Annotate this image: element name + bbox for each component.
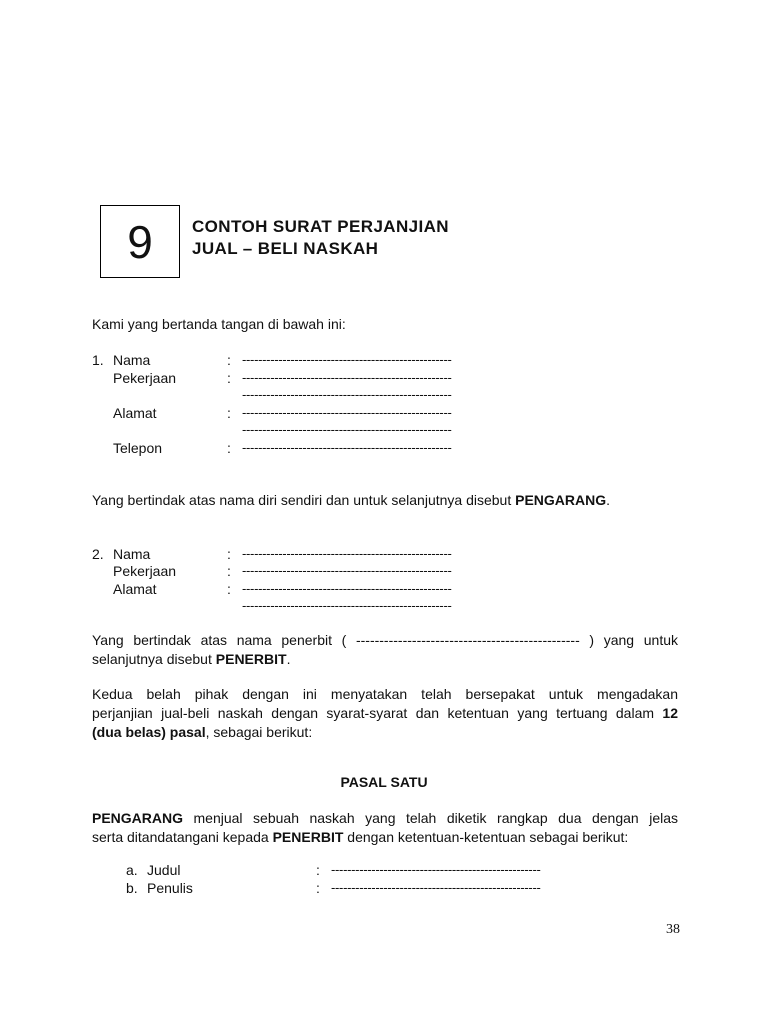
party2-job-line: ---------------------------------------------------- <box>242 563 452 578</box>
agreement-line-2: perjanjian jual-beli naskah dengan syarat-syarat dan ketentuan yang tertuang dalam <box>92 705 663 721</box>
chapter-title-line-1: CONTOH SURAT PERJANJIAN <box>192 217 449 236</box>
party1-role: PENGARANG <box>515 492 607 508</box>
agreement-paragraph <box>92 685 678 742</box>
party2-statement-end: . <box>286 651 291 667</box>
party1-job-colon: : <box>227 370 231 386</box>
party2-name-colon: : <box>227 546 231 562</box>
party1-job-line: ---------------------------------------------------- <box>242 370 452 385</box>
party1-phone-label: Telepon <box>113 440 163 456</box>
item-b-line: ---------------------------------------------------- <box>331 880 541 895</box>
party1-phone-colon: : <box>227 440 231 456</box>
party2-statement-line-1: Yang bertindak atas nama penerbit ( ------------------------------------------------ ) yang untuk <box>92 632 678 648</box>
party2-statement <box>92 631 678 669</box>
party1-address-line: ---------------------------------------------------- <box>242 405 452 420</box>
party2-address-colon: : <box>227 581 231 597</box>
item-b-colon: : <box>316 880 320 896</box>
party1-address-label: Alamat <box>113 405 157 421</box>
party1-address-line-2: ---------------------------------------------------- <box>242 422 452 437</box>
party1-index: 1. <box>92 352 104 368</box>
pasal1-publisher-role: PENERBIT <box>272 829 344 845</box>
chapter-title-line-2: JUAL – BELI NASKAH <box>192 239 379 258</box>
page-number: 38 <box>666 922 680 937</box>
party2-index: 2. <box>92 546 104 562</box>
party1-job-label: Pekerjaan <box>113 370 177 386</box>
party2-address-label: Alamat <box>113 581 157 597</box>
party2-address-line-2: ---------------------------------------------------- <box>242 598 452 613</box>
agreement-line-3: , sebagai berikut: <box>205 724 313 740</box>
item-b-index: b. <box>126 880 138 896</box>
pasal1-author-role: PENGARANG <box>92 810 184 826</box>
pasal-heading: PASAL SATU <box>340 774 428 790</box>
party2-statement-line-2: selanjutnya disebut <box>92 651 216 667</box>
party1-statement <box>92 491 678 510</box>
item-a-line: ---------------------------------------------------- <box>331 862 541 877</box>
pasal1-line-2-end: dengan ketentuan-ketentuan sebagai berikut: <box>343 829 629 845</box>
item-a-label: Judul <box>147 862 181 878</box>
party2-name-label: Nama <box>113 546 151 562</box>
party1-statement-end: . <box>606 492 611 508</box>
chapter-number-box <box>100 205 180 278</box>
party2-address-line: ---------------------------------------------------- <box>242 581 452 596</box>
party1-name-colon: : <box>227 352 231 368</box>
party2-name-line: ---------------------------------------------------- <box>242 546 452 561</box>
pasal1-line-1: menjual sebuah naskah yang telah diketik rangkap dua dengan jelas <box>183 810 678 826</box>
item-a-colon: : <box>316 862 320 878</box>
party1-phone-line: ---------------------------------------------------- <box>242 440 452 455</box>
party1-address-colon: : <box>227 405 231 421</box>
pasal1-line-2: serta ditandatangani kepada <box>92 829 273 845</box>
party1-job-line-2: ---------------------------------------------------- <box>242 387 452 402</box>
chapter-number: 9 <box>127 215 153 268</box>
chapter-title <box>192 216 449 260</box>
party2-role: PENERBIT <box>215 651 287 667</box>
agreement-pasal-count: 12 <box>662 705 678 721</box>
intro-text: Kami yang bertanda tangan di bawah ini: <box>92 316 346 332</box>
party2-job-colon: : <box>227 563 231 579</box>
agreement-line-1: Kedua belah pihak dengan ini menyatakan telah bersepakat untuk mengadakan <box>92 686 678 702</box>
party2-job-label: Pekerjaan <box>113 563 177 579</box>
party1-name-line: ---------------------------------------------------- <box>242 352 452 367</box>
party1-statement-text: Yang bertindak atas nama diri sendiri dan untuk selanjutnya disebut <box>92 492 516 508</box>
agreement-pasal-count-words: (dua belas) pasal <box>92 724 206 740</box>
item-a-index: a. <box>126 862 138 878</box>
party1-name-label: Nama <box>113 352 151 368</box>
pasal1-paragraph <box>92 809 678 847</box>
item-b-label: Penulis <box>147 880 193 896</box>
